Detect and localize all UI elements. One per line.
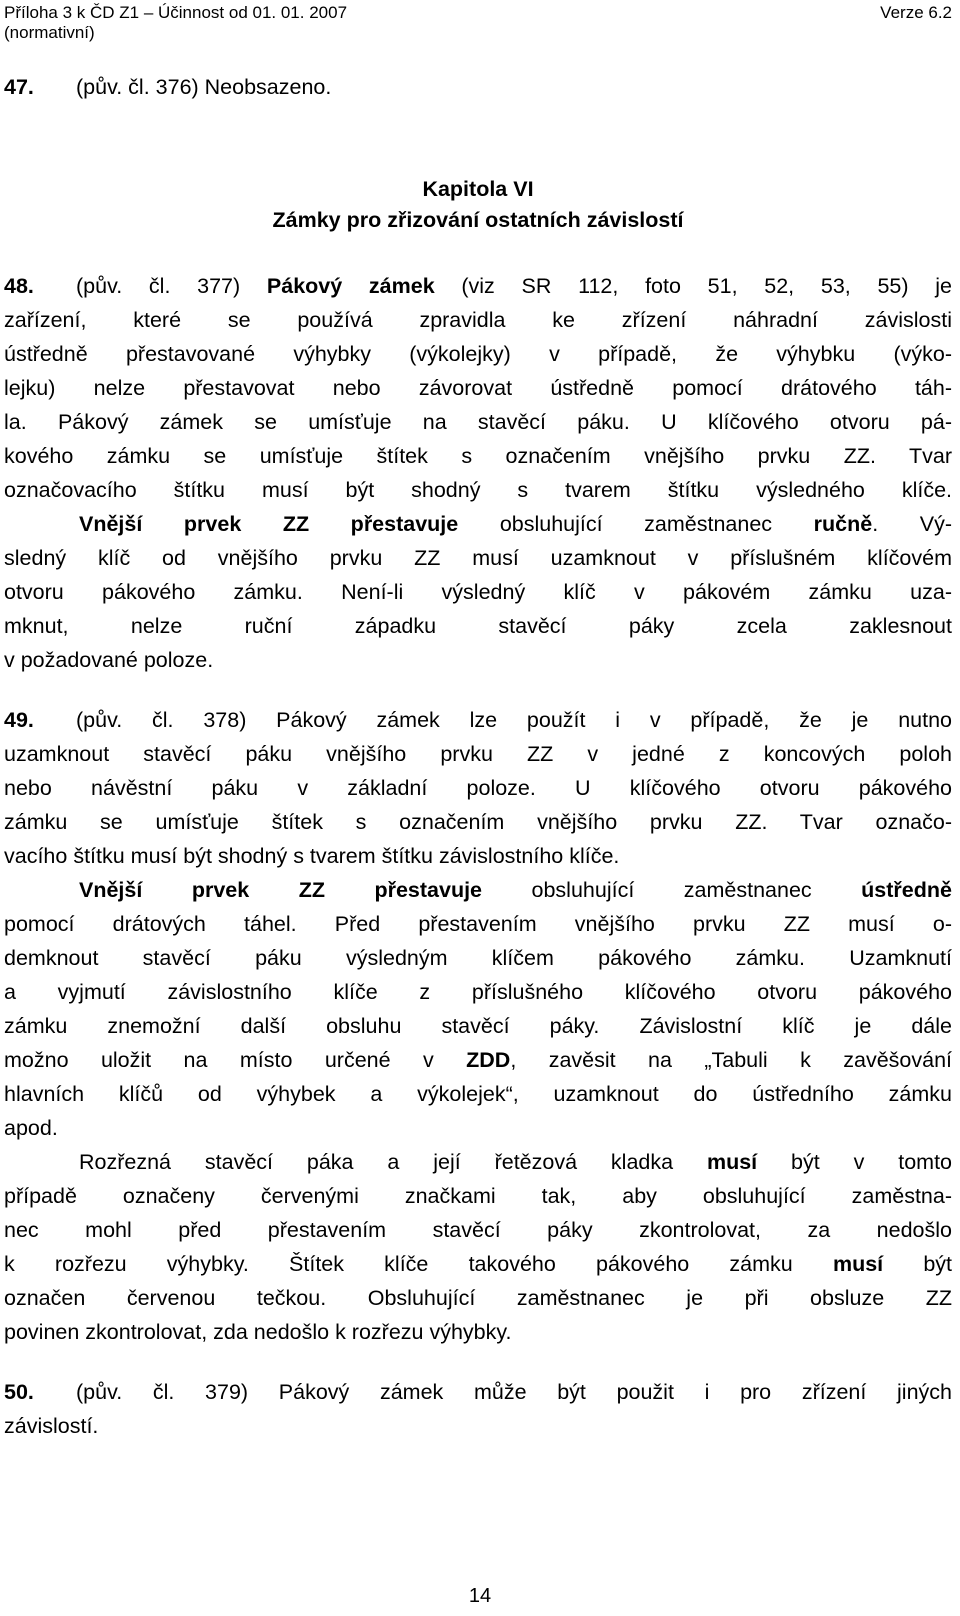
- article-47: [4, 70, 952, 104]
- article-49-line-1: 49. (pův. čl. 378) Pákový zámek lze použít i v případě, že je nutno: [4, 703, 952, 737]
- article-48-line-5: la. Pákový zámek se umísťuje na stavěcí páku. U klíčového otvoru pá-: [4, 410, 952, 434]
- article-48-line-10: otvoru pákového zámku. Není-li výsledný klíč v pákovém zámku uza-: [4, 580, 952, 604]
- article-48-line-3: ústředně přestavované výhybky (výkolejky) v případě, že výhybku (výko-: [4, 342, 952, 366]
- article-48-line-2: zařízení, které se používá zpravidla ke zřízení náhradní závislosti: [4, 308, 952, 332]
- article-49-line-10: zámku znemožní další obsluhu stavěcí páky. Závislostní klíč je dále: [4, 1014, 952, 1038]
- article-49-line-6: Vnější prvek ZZ přestavuje obsluhující zaměstnanec ústředně: [79, 878, 952, 902]
- chapter-title: Zámky pro zřizování ostatních závislostí: [272, 208, 684, 232]
- chapter-label: Kapitola VI: [422, 177, 534, 201]
- article-49-line-7: pomocí drátových táhel. Před přestavením vnějšího prvku ZZ musí o-: [4, 912, 952, 936]
- article-50-line-2: závislostí.: [4, 1414, 99, 1438]
- article-number: 48.: [4, 274, 34, 298]
- article-49-line-4: zámku se umísťuje štítek s označením vnějšího prvku ZZ. Tvar označo-: [4, 810, 952, 834]
- article-48-line-12: v požadované poloze.: [4, 648, 214, 672]
- article-49-line-5: vacího štítku musí být shodný s tvarem štítku závislostního klíče.: [4, 844, 620, 868]
- article-49-line-18: označen červenou tečkou. Obsluhující zaměstnanec je při obsluze ZZ: [4, 1286, 952, 1310]
- article-49-line-8: demknout stavěcí páku výsledným klíčem pákového zámku. Uzamknutí: [4, 946, 952, 970]
- article-49-line-14: Rozřezná stavěcí páka a její řetězová kladka musí být v tomto: [79, 1150, 952, 1174]
- header-document-title: Příloha 3 k ČD Z1 – Účinnost od 01. 01. 2007: [4, 3, 348, 22]
- article-48-line-8: Vnější prvek ZZ přestavuje obsluhující zaměstnanec ručně. Vý-: [79, 512, 952, 536]
- article-48-line-6: kového zámku se umísťuje štítek s označením vnějšího prvku ZZ. Tvar: [4, 444, 952, 468]
- article-49-line-19: povinen zkontrolovat, zda nedošlo k rozřezu výhybky.: [4, 1320, 512, 1344]
- article-48-line-4: lejku) nelze přestavovat nebo závorovat ústředně pomocí drátového táh-: [4, 376, 952, 400]
- header-version: Verze 6.2: [880, 3, 952, 22]
- article-49-line-3: nebo návěstní páku v základní poloze. U klíčového otvoru pákového: [4, 776, 952, 800]
- article-49-line-12: hlavních klíčů od výhybek a výkolejek“, uzamknout do ústředního zámku: [4, 1082, 952, 1106]
- article-48-line-7: označovacího štítku musí být shodný s tvarem štítku výsledného klíče.: [4, 478, 952, 502]
- article-49-line-9: a vyjmutí závislostního klíče z příslušného klíčového otvoru pákového: [4, 980, 952, 1004]
- article-49-line-16: nec mohl před přestavením stavěcí páky zkontrolovat, za nedošlo: [4, 1218, 952, 1242]
- article-48-line-9: sledný klíč od vnějšího prvku ZZ musí uzamknout v příslušném klíčovém: [4, 546, 952, 570]
- article-50-line-1: 50. (pův. čl. 379) Pákový zámek může být použit i pro zřízení jiných: [4, 1375, 952, 1409]
- article-49-line-17: k rozřezu výhybky. Štítek klíče takového pákového zámku musí být: [4, 1252, 953, 1276]
- article-49-line-2: uzamknout stavěcí páku vnějšího prvku ZZ v jedné z koncových poloh: [4, 742, 952, 766]
- article-number: 50.: [4, 1380, 34, 1404]
- article-48-line-11: mknut, nelze ruční západku stavěcí páky zcela zaklesnout: [4, 614, 952, 638]
- article-number: 47.: [4, 75, 34, 99]
- article-text: (pův. čl. 376) Neobsazeno.: [76, 75, 332, 99]
- article-number: 49.: [4, 708, 34, 732]
- article-49-line-15: případě označeny červenými značkami tak, aby obsluhující zaměstna-: [4, 1184, 952, 1208]
- article-49-line-13: apod.: [4, 1116, 58, 1140]
- article-49-line-11: možno uložit na místo určené v ZDD, zavěsit na „Tabuli k zavěšování: [4, 1048, 953, 1072]
- header-normative-note: (normativní): [4, 23, 95, 42]
- page-number: 14: [468, 1585, 492, 1607]
- article-48-line-1: 48. (pův. čl. 377) Pákový zámek (viz SR 112, foto 51, 52, 53, 55) je: [4, 269, 952, 303]
